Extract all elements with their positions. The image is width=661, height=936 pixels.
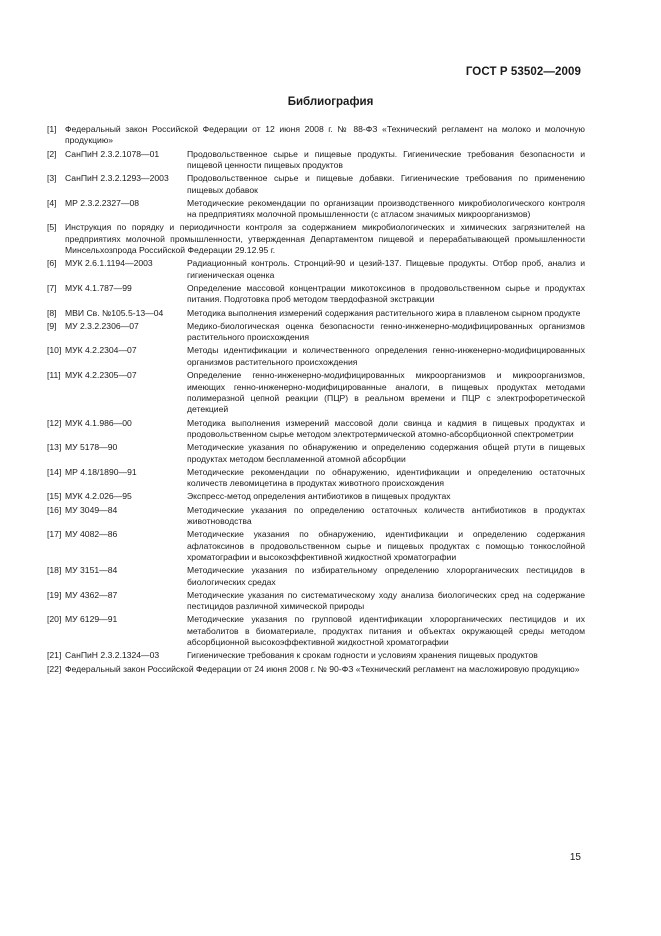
bibliography-entry	[47, 418, 585, 441]
entry-code: МУ 4082—86	[65, 529, 118, 540]
entry-title: Федеральный закон Российской Федерации от 12 июня 2008 г. № 88-ФЗ «Технический регламент на молоко и молочную продукцию»	[65, 124, 585, 146]
bibliography-list	[47, 124, 585, 677]
entry-title: Гигиенические требования к срокам годности и условиям хранения пищевых продуктов	[187, 650, 538, 661]
entry-code: МР 4.18/1890—91	[65, 466, 137, 477]
bibliography-entry	[47, 565, 585, 588]
entry-code: СанПиН 2.3.2.1324—03	[65, 650, 160, 661]
entry-number: [19]	[47, 589, 62, 600]
entry-title: Методические указания по групповой идентификации хлорорганических пестицидов и их метаболитов в биоматериале, продуктах питания и объектах окружающей среды методом абсорбционной высокоэффективной жидкостной хроматографии	[187, 614, 585, 648]
entry-title: Определение генно-инженерно-модифицированных микроорганизмов и микроорганизмов, имеющих генно-инженерно-модифицированные аналоги, в пищевых продуктах методами полимеразной цепной реакции (ПЦР) в реальном времени и ПЦР с электрофоретической детекцией	[187, 370, 585, 415]
entry-code: МВИ Св. №105.5-13—04	[65, 307, 164, 318]
page-number: 15	[569, 852, 581, 863]
entry-number: [15]	[47, 491, 62, 502]
entry-title: Методические указания по обнаружению и определению содержания общей ртути в пищевых продуктах методом беспламенной атомной абсорбции	[187, 442, 585, 464]
entry-code: МУ 4362—87	[65, 589, 118, 600]
page-title: Библиография	[287, 96, 374, 108]
entry-code: СанПиН 2.3.2.1078—01	[65, 148, 160, 159]
entry-title: Медико-биологическая оценка безопасности генно-инженерно-модифицированных организмов растительного происхождения	[187, 320, 585, 343]
entry-code: МУ 5178—90	[65, 442, 118, 453]
bibliography-entry	[47, 650, 585, 661]
entry-title: Продовольственное сырье и пищевые продукты. Гигиенические требования безопасности и пищевой ценности пищевых продуктов	[187, 148, 585, 171]
entry-code: МУК 4.2.026—95	[65, 491, 132, 502]
entry-title: Методические рекомендации по организации производственного микробиологического контроля на предприятиях молочной промышленности (с атласом значимых микроорганизмов)	[187, 197, 585, 220]
entry-number: [16]	[47, 504, 62, 515]
entry-number: [1]	[47, 124, 57, 134]
entry-number: [18]	[47, 565, 62, 576]
bibliography-entry	[47, 491, 585, 502]
entry-title: Методические указания по систематическому ходу анализа биологических сред на содержание пестицидов различной химической природы	[187, 589, 585, 612]
bibliography-entry	[47, 149, 585, 172]
entry-number: [8]	[47, 307, 57, 318]
entry-number: [22]	[47, 663, 62, 674]
entry-number: [5]	[47, 222, 57, 233]
entry-title: Определение массовой концентрации микотоксинов в продовольственном сырье и продуктах питания. Подготовка проб методом твердофазной экстракции	[187, 283, 585, 305]
entry-code: МУ 2.3.2.2306—07	[65, 320, 139, 331]
entry-code: МУК 4.1.787—99	[65, 283, 132, 294]
bibliography-entry	[47, 283, 585, 306]
entry-code: МУ 3049—84	[65, 504, 118, 515]
entry-number: [21]	[47, 650, 62, 661]
entry-code: СанПиН 2.3.2.1293—2003	[65, 173, 169, 184]
entry-number: [6]	[47, 258, 57, 269]
entry-title: Методика выполнения измерений содержания растительного жира в плавленом сырном продукте	[187, 307, 581, 318]
entry-number: [12]	[47, 417, 62, 428]
entry-code: МУК 4.2.2305—07	[65, 370, 137, 381]
bibliography-entry	[47, 198, 585, 221]
entry-title: Методика выполнения измерений массовой доли свинца и кадмия в пищевых продуктах и продовольственном сырье методом электротермической атомно-абсорбционной спектрометрии	[187, 417, 585, 439]
bibliography-entry	[47, 321, 585, 344]
entry-number: [17]	[47, 529, 62, 540]
bibliography-entry	[47, 173, 585, 196]
entry-number: [14]	[47, 466, 62, 477]
bibliography-entry	[47, 467, 585, 490]
entry-number: [20]	[47, 614, 62, 625]
entry-title: Методические рекомендации по обнаружению, идентификации и определению остаточных количеств левомицетина в продуктах животного происхождения	[187, 466, 585, 489]
entry-number: [11]	[47, 370, 61, 381]
entry-code: МУ 3151—84	[65, 565, 118, 576]
bibliography-entry	[47, 345, 585, 368]
bibliography-entry	[47, 505, 585, 528]
bibliography-entry	[47, 124, 585, 147]
entry-title: Методические указания по определению остаточных количеств антибиотиков в продуктах животноводства	[187, 504, 585, 526]
entry-number: [7]	[47, 283, 57, 294]
entry-number: [10]	[47, 345, 62, 356]
bibliography-entry	[47, 370, 585, 416]
entry-code: МР 2.3.2.2327—08	[65, 197, 140, 208]
entry-code: МУК 4.1.986—00	[65, 417, 132, 428]
bibliography-entry	[47, 664, 585, 675]
bibliography-entry	[47, 308, 585, 319]
entry-title: Методы идентификации и количественного определения генно-инженерно-модифицированных организмов растительного происхождения	[187, 345, 585, 367]
bibliography-entry	[47, 529, 585, 563]
bibliography-entry	[47, 442, 585, 465]
entry-title: Методические указания по избирательному определению хлорорганических пестицидов в биологических средах	[187, 565, 585, 587]
entry-number: [3]	[47, 173, 57, 184]
entry-number: [4]	[47, 197, 57, 208]
entry-title: Методические указания по обнаружению, идентификации и определению содержания афлатоксинов в продовольственном сырье и пищевых продуктах с помощью тонкослойной хроматографии и высокоэффективной жидкостной хроматографии	[187, 529, 585, 562]
standard-code: ГОСТ Р 53502—2009	[465, 66, 581, 78]
entry-code: МУК 4.2.2304—07	[65, 345, 137, 356]
entry-number: [2]	[47, 148, 57, 159]
entry-number: [13]	[47, 442, 62, 453]
entry-code: МУК 2.6.1.1194—2003	[65, 258, 153, 269]
entry-title: Экспресс-метод определения антибиотиков в пищевых продуктах	[187, 491, 451, 502]
entry-code: МУ 6129—91	[65, 614, 118, 625]
bibliography-entry	[47, 614, 585, 648]
bibliography-entry	[47, 258, 585, 281]
entry-title: Продовольственное сырье и пищевые добавки. Гигиенические требования по применению пищевых добавок	[187, 173, 585, 195]
entry-title: Инструкция по порядку и периодичности контроля за содержанием микробиологических и химических загрязнителей на предприятиях молочной промышленности, утвержденная Департаментом пищевой и перерабатывающей промышленности Минсельхозпрода Российской Федерации 29.12.95 г.	[65, 222, 585, 256]
entry-title: Радиационный контроль. Стронций-90 и цезий-137. Пищевые продукты. Отбор проб, анализ и гигиеническая оценка	[187, 258, 585, 280]
bibliography-entry	[47, 222, 585, 256]
entry-number: [9]	[47, 320, 57, 331]
bibliography-entry	[47, 590, 585, 613]
entry-title: Федеральный закон Российской Федерации от 24 июня 2008 г. № 90-ФЗ «Технический регламент на масложировую продукцию»	[65, 663, 580, 674]
